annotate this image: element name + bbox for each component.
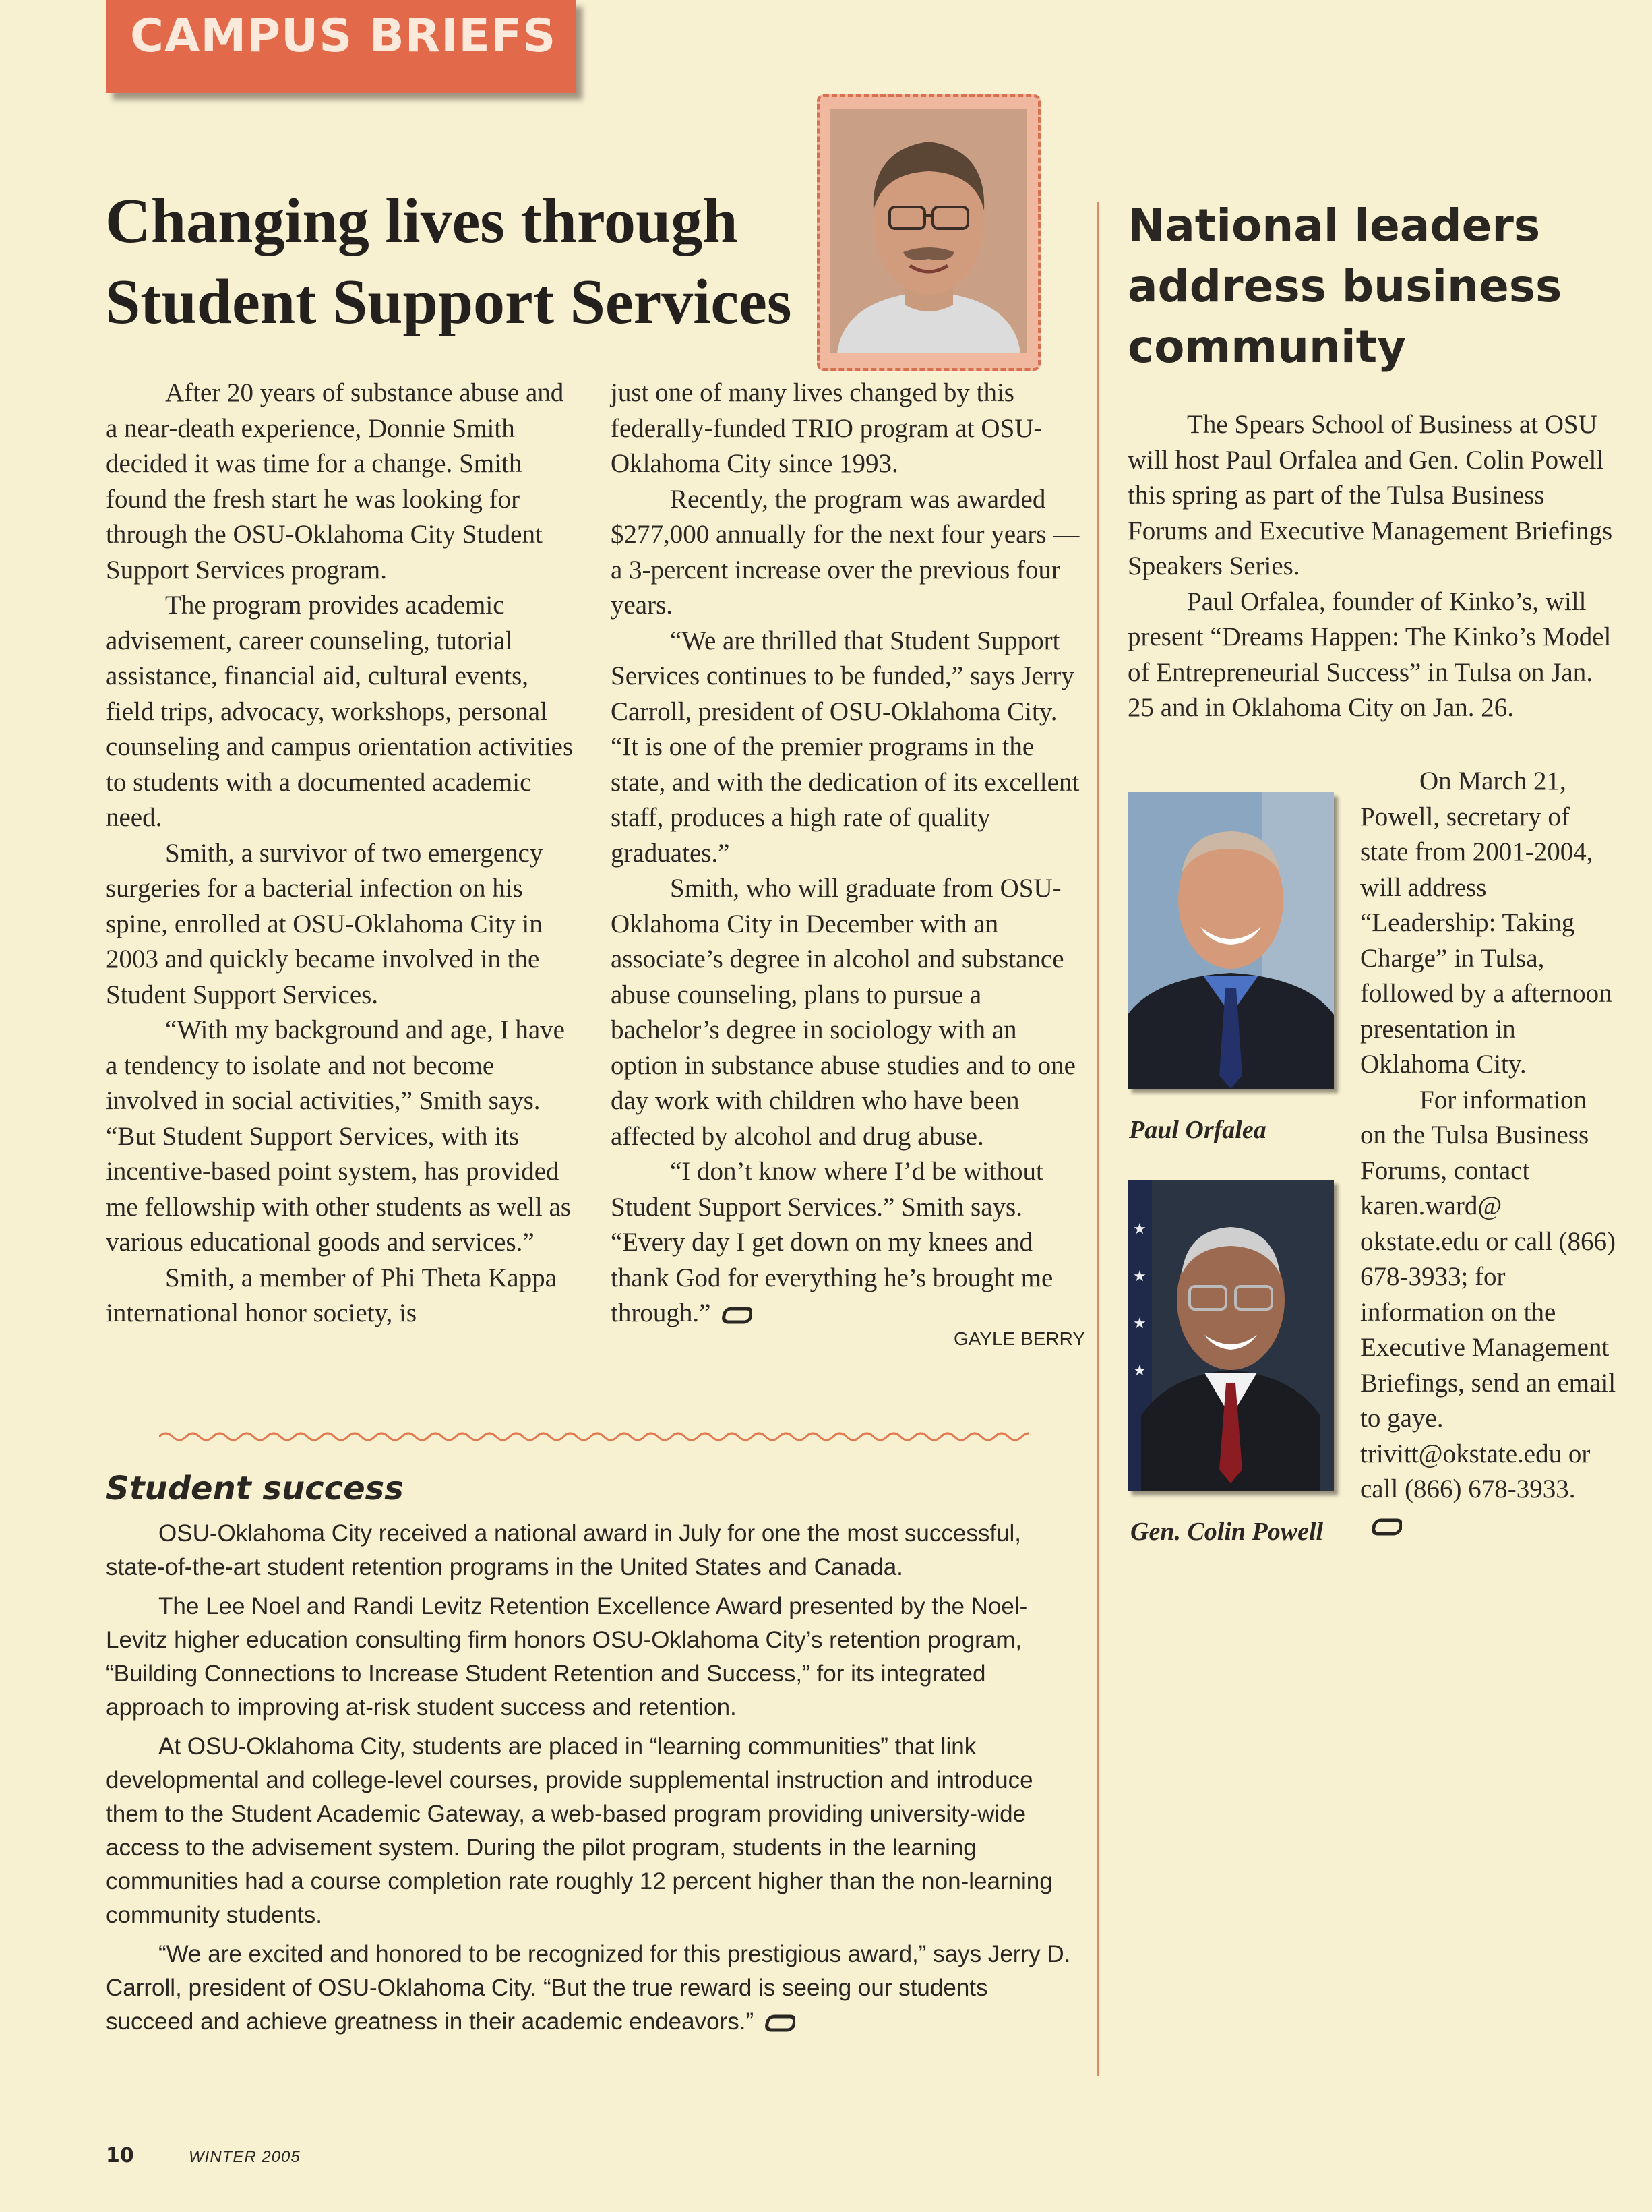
article-paragraph: Recently, the program was awarded $277,000 annually for the next four years — a 3-percent increase over the previous four years. bbox=[611, 484, 1080, 620]
sidebar-headline: National leaders address business community bbox=[1128, 200, 1562, 373]
article-paragraph: After 20 years of substance abuse and a near-death experience, Donnie Smith decided it was time for a change. Smith found the fresh start he was looking for through the OSU-Oklahoma City Student Support Services program. bbox=[106, 378, 564, 585]
article-headline: Changing lives through Student Support Services bbox=[105, 186, 792, 337]
student-success-paragraph: The Lee Noel and Randi Levitz Retention Excellence Award presented by the Noel-Levitz higher education consulting firm honors OSU-Oklahoma City’s retention program, “Building Connections to Increase Student Retention and Success,” for its integrated approach to improving at-risk student success and retention. bbox=[106, 1593, 1028, 1721]
article-paragraph: “With my background and age, I have a tendency to isolate and not become involved in social activities,” Smith says. “But Student Support Services, with its incentive-based point system, has provided me fellowship with other students as well as various educational goods and services.” bbox=[106, 1015, 571, 1257]
section-banner-label: CAMPUS BRIEFS bbox=[130, 9, 557, 63]
svg-text:★: ★ bbox=[1133, 1315, 1146, 1332]
student-success-paragraph-last bbox=[106, 1938, 1076, 2039]
article-paragraph: Smith, who will graduate from OSU-Oklahoma City in December with an associate’s degree in alcohol and substance abuse counseling, plans to pursue a bachelor’s degree in sociology with an option in substance abuse studies and to one day work with children who have been affected by alcohol and drug abuse. bbox=[611, 874, 1076, 1151]
osu-end-mark-icon bbox=[764, 2014, 795, 2032]
photo-caption: Paul Orfalea bbox=[1129, 1116, 1266, 1144]
article-column-2 bbox=[611, 376, 1089, 1332]
article-byline: GAYLE BERRY bbox=[953, 1328, 1085, 1349]
wavy-divider bbox=[159, 1427, 1029, 1447]
svg-text:★: ★ bbox=[1133, 1267, 1146, 1284]
student-success-heading: Student success bbox=[106, 1470, 404, 1507]
student-success-paragraph-text: “We are excited and honored to be recognized for this prestigious award,” says Jerry D. Carroll, president of OSU-Oklahoma City. “But the true reward is seeing our students succeed and achieve greatness in their academic endeavors.” bbox=[106, 1941, 1071, 2035]
orfalea-photo bbox=[1128, 792, 1334, 1089]
powell-photo bbox=[1128, 1180, 1334, 1491]
sidebar-paragraph: Paul Orfalea, founder of Kinko’s, will present “Dreams Happen: The Kinko’s Model of Entrepreneurial Success” in Tulsa on Jan. 25 and in Oklahoma City on Jan. 26. bbox=[1128, 587, 1612, 722]
portrait-photo-frame bbox=[817, 94, 1041, 371]
article-column-1 bbox=[106, 376, 578, 1332]
page-number: 10 bbox=[106, 2144, 134, 2168]
article-paragraph: The program provides academic advisement, career counseling, tutorial assistance, financial aid, cultural events, field trips, advocacy, workshops, personal counseling and campus orientation activities to students with a documented academic need. bbox=[106, 591, 574, 832]
osu-end-mark-icon bbox=[1371, 1518, 1402, 1536]
article-paragraph: “We are thrilled that Student Support Services continues to be funded,” says Jerry Carroll, president of OSU-Oklahoma City. “It is one of the premier programs in the state, and with the dedication of its excellent staff, produces a high rate of quality graduates.” bbox=[611, 626, 1080, 868]
article-paragraph: Smith, a member of Phi Theta Kappa international honor society, is bbox=[106, 1263, 557, 1327]
photo-caption: Gen. Colin Powell bbox=[1130, 1518, 1324, 1546]
sidebar-paragraph-last bbox=[1360, 1083, 1616, 1543]
sidebar-paragraph: The Spears School of Business at OSU will host Paul Orfalea and Gen. Colin Powell this spring as part of the Tulsa Business Forums and Executive Management Briefings Speakers Series. bbox=[1128, 410, 1613, 580]
portrait-photo bbox=[830, 109, 1027, 353]
article-paragraph-last bbox=[611, 1154, 1089, 1332]
sidebar-paragraph-text: For information on the Tulsa Business Forums, contact karen.ward@ okstate.edu or call (866) 678-3933; for information on the Executive Management Briefings, send an email to gaye. trivitt@okstate.edu or call (866) 678-3933. bbox=[1360, 1085, 1616, 1503]
sidebar-body bbox=[1128, 407, 1613, 726]
sidebar-paragraph: On March 21, Powell, secretary of state from 2001-2004, will address “Leadership: Taking Charge” in Tulsa, followed by a afternoon presentation in Oklahoma City. bbox=[1360, 767, 1612, 1079]
section-banner bbox=[106, 0, 576, 93]
student-success-body bbox=[106, 1517, 1076, 2044]
article-paragraph-text: “I don’t know where I’d be without Student Support Services.” Smith says. “Every day I get down on my knees and thank God for everything he’s brought me through.” bbox=[611, 1157, 1053, 1327]
svg-text:★: ★ bbox=[1133, 1362, 1146, 1379]
svg-text:★: ★ bbox=[1133, 1220, 1146, 1237]
issue-label: WINTER 2005 bbox=[189, 2148, 301, 2166]
article-paragraph: just one of many lives changed by this federally-funded TRIO program at OSU-Oklahoma City since 1993. bbox=[611, 378, 1043, 478]
article-paragraph: Smith, a survivor of two emergency surgeries for a bacterial infection on his spine, enrolled at OSU-Oklahoma City in 2003 and quickly became involved in the Student Support Services. bbox=[106, 838, 543, 1009]
student-success-paragraph: OSU-Oklahoma City received a national award in July for one the most successful, state-of-the-art student retention programs in the United States and Canada. bbox=[106, 1520, 1022, 1580]
osu-end-mark-icon bbox=[721, 1307, 752, 1324]
student-success-paragraph: At OSU-Oklahoma City, students are placed in “learning communities” that link developmental and college-level courses, provide supplemental instruction and introduce them to the Student Academic Gateway, a web-based program providing university-wide access to the advisement system. During the pilot program, students in the learning communities had a course completion rate roughly 12 percent higher than the non-learning community students. bbox=[106, 1733, 1053, 1928]
sidebar-narrow-body bbox=[1360, 764, 1616, 1543]
column-divider-rule bbox=[1097, 202, 1099, 2076]
